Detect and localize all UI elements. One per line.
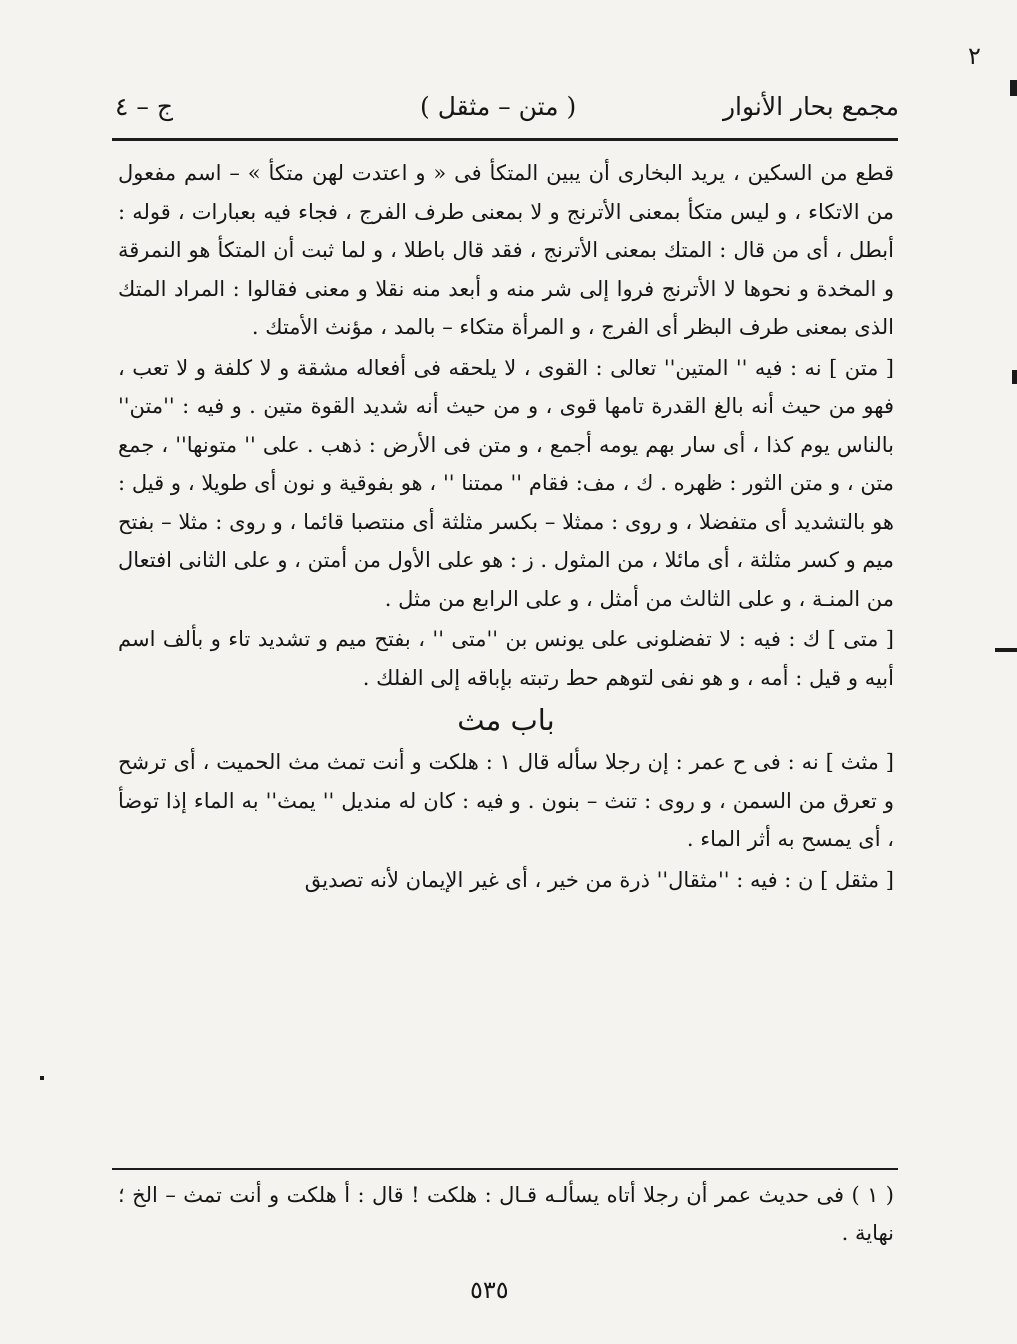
paragraph: [ متى ] ك : فيه : لا تفضلونى على يونس بن ''متى '' ، بفتح ميم و تشديد تاء و بألف اسم أبيه و قيل : أمه ، و هو نفى لتوهم حط رتبته بإباقه إلى الفلك . bbox=[118, 627, 894, 690]
scan-mark bbox=[1010, 80, 1017, 96]
section-range: ( متن – مثقل ) bbox=[420, 92, 577, 121]
volume-label: ج – ٤ bbox=[115, 92, 173, 121]
paragraph: [ متن ] نه : فيه '' المتين'' تعالى : القوى ، لا يلحقه فى أفعاله مشقة و لا كلفة و لا تعب ، فهو من حيث أنه بالغ القدرة تامها قوى ، و من حيث أنه شديد القوة متين . و فيه : ''متن'' بالناس يوم كذا ، أى سار بهم يومه أجمع ، و متن فى الأرض : ذهب . على '' متونها'' ، جمع متن ، و متن الثور : ظهره . ك ، مف: فقام '' ممتنا '' ، هو بفوقية و نون أى طويلا ، و قيل : هو بالتشديد أى متفضلا ، و روى : ممثلا – بكسر مثلثة أى منتصبا قائما ، و روى : مثلا – بفتح ميم و كسر مثلثة ، أى مائلا ، من المثول . ز : هو على الأول من أمتن ، و على الثانى افتعال من المنـة ، و على الثالث من أمثل ، و على الرابع من مثل . bbox=[118, 355, 894, 611]
scan-mark bbox=[40, 1076, 44, 1080]
page-number: ٥٣٥ bbox=[470, 1276, 509, 1304]
header-rule bbox=[112, 138, 898, 141]
chapter-heading: باب مث bbox=[457, 703, 555, 737]
book-title: مجمع بحار الأنوار bbox=[722, 92, 899, 121]
main-text bbox=[118, 154, 894, 899]
paragraph: [ مثقل ] ن : فيه : ''مثقال'' ذرة من خير ، أى غير الإيمان لأنه تصديق bbox=[304, 867, 894, 892]
paragraph: قطع من السكين ، يريد البخارى أن يبين المتكأ فى « و اعتدت لهن متكأ » – اسم مفعول من الاتكاء ، و ليس متكأ بمعنى الأترنج و لا بمعنى طرف الفرج ، فجاء فيه بعبارات ، قوله : أبطل ، أى من قال : المتك بمعنى الأترنج ، فقد قال باطلا ، و لما ثبت أن المتكأ هو النمرقة و المخدة و نحوها لا الأترنج فروا إلى شر منه و أبعد منه نقلا و معنى فقالوا : المراد المتك الذى بمعنى طرف البظر أى الفرج ، و المرأة متكاء – بالمد ، مؤنث الأمتك . bbox=[118, 161, 894, 339]
scan-mark bbox=[995, 648, 1017, 652]
corner-number: ٢ bbox=[968, 42, 981, 70]
footnote: ( ١ ) فى حديث عمر أن رجلا أتاه يسألـه قـال : هلكت ! قال : أ هلكت و أنت تمث – الخ ؛ نهاية . bbox=[118, 1183, 894, 1245]
scan-mark bbox=[1012, 370, 1017, 384]
paragraph: [ مثث ] نه : فى ح عمر : إن رجلا سأله قال ١ : هلكت و أنت تمث مث الحميت ، أى ترشح و تعرق من السمن ، و روى : تنث – بنون . و فيه : كان له منديل '' يمث'' به الماء إذا توضأ ، أى يمسح به أثر الماء . bbox=[118, 750, 894, 851]
footnote-rule bbox=[112, 1168, 898, 1170]
